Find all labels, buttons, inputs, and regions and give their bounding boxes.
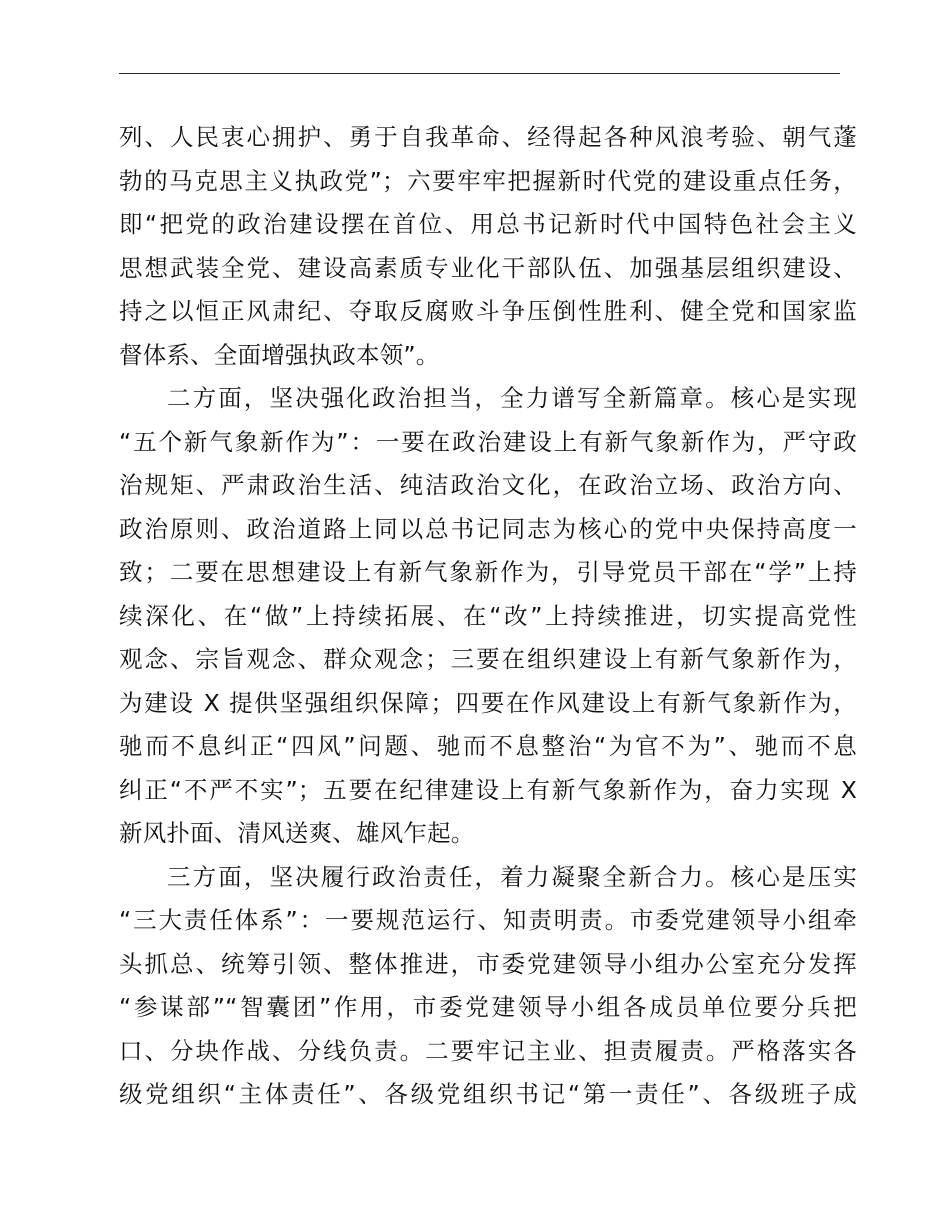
text-line: 为建设 X 提供坚强组织保障；四要在作风建设上有新气象新作为， [119,688,857,717]
text-line: 列、人民衷心拥护、勇于自我革命、经得起各种风浪考验、朝气蓬 [119,123,857,151]
text-line: 续深化、在“做”上持续拓展、在“改”上持续推进，切实提高党性 [119,601,857,630]
text-line: 治规矩、严肃政治生活、纯洁政治文化，在政治立场、政治方向、 [119,471,857,499]
text-line: “三大责任体系”：一要规范运行、知责明责。市委党建领导小组牵 [119,906,857,934]
text-line: 持之以恒正风肃纪、夺取反腐败斗争压倒性胜利、健全党和国家监 [119,297,857,325]
paragraph-start-line: 三方面，坚决履行政治责任，着力凝聚全新合力。核心是压实 [167,862,857,891]
paragraph-start-line: 二方面，坚决强化政治担当，全力谱写全新篇章。核心是实现 [167,384,857,412]
text-line: 驰而不息纠正“四风”问题、驰而不息整治“为官不为”、驰而不息 [119,732,857,760]
text-line: 头抓总、统筹引领、整体推进，市委党建领导小组办公室充分发挥 [119,949,857,978]
text-line: 新风扑面、清风送爽、雄风乍起。 [119,819,475,847]
text-line: 纠正“不严不实”；五要在纪律建设上有新气象新作为，奋力实现 X [119,775,857,804]
text-line: “五个新气象新作为”：一要在政治建设上有新气象新作为，严守政 [119,427,857,456]
text-line: 勃的马克思主义执政党”；六要牢牢把握新时代党的建设重点任务， [119,166,857,195]
text-line: “参谋部”“智囊团”作用，市委党建领导小组各成员单位要分兵把 [119,993,857,1021]
text-line: 政治原则、政治道路上同以总书记同志为核心的党中央保持高度一 [119,514,857,543]
text-line: 口、分块作战、分线负责。二要牢记主业、担责履责。严格落实各 [119,1036,857,1065]
text-line: 观念、宗旨观念、群众观念；三要在组织建设上有新气象新作为， [119,645,857,673]
text-line: 级党组织“主体责任”、各级党组织书记“第一责任”、各级班子成 [119,1080,857,1108]
text-line: 思想武装全党、建设高素质专业化干部队伍、加强基层组织建设、 [119,253,857,282]
text-line: 督体系、全面增强执政本领”。 [119,340,440,369]
header-rule [119,73,840,74]
document-body [119,116,859,1117]
text-line: 即“把党的政治建设摆在首位、用总书记新时代中国特色社会主义 [119,210,857,238]
text-line: 致；二要在思想建设上有新气象新作为，引导党员干部在“学”上持 [119,558,857,586]
